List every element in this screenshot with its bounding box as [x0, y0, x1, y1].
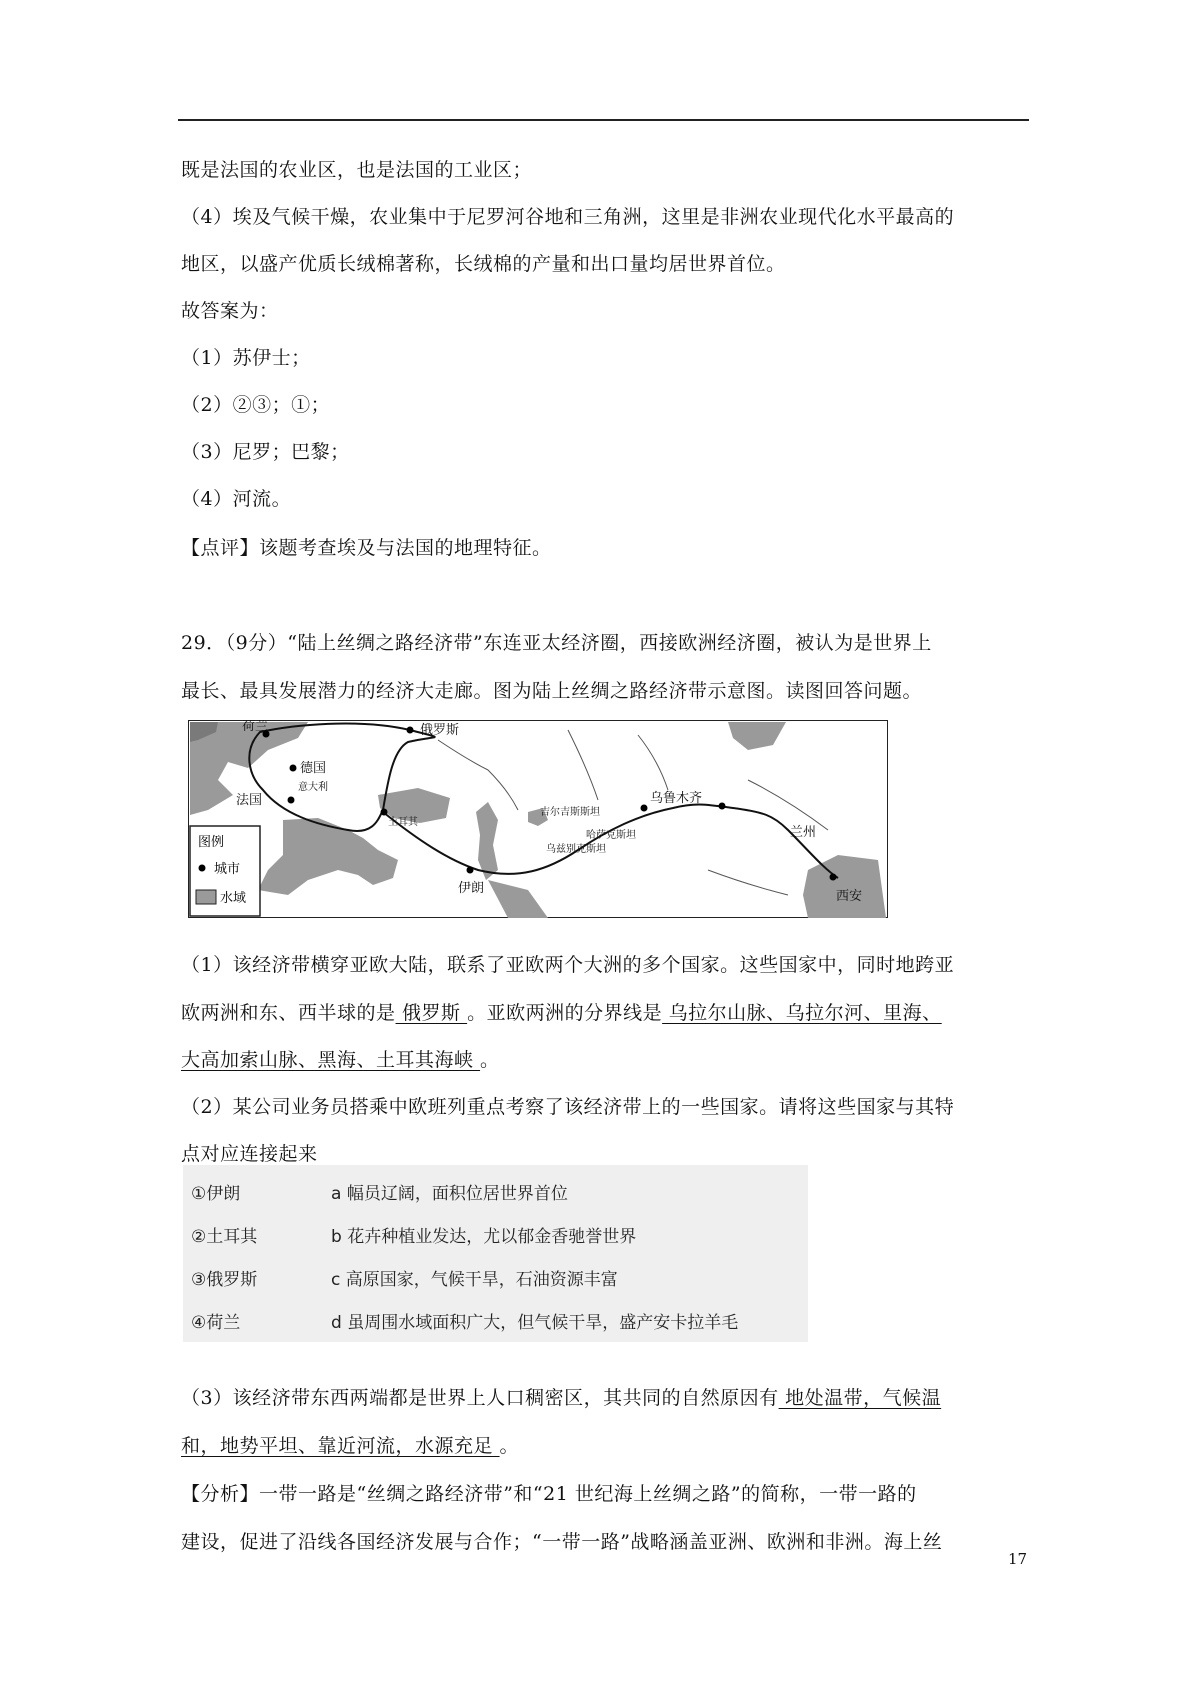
label-italy: 意大利	[298, 782, 328, 793]
text-line: 地区，以盛产优质长绒棉著称，长绒棉的产量和出口量均居世界首位。	[181, 253, 786, 275]
label-turkey: 土耳其	[388, 817, 418, 828]
text-line: 既是法国的农业区，也是法国的工业区；	[181, 159, 533, 181]
city-dot	[288, 797, 295, 804]
table-row: ①伊朗 a 幅员辽阔，面积位居世界首位	[191, 1184, 568, 1204]
header-rule	[178, 119, 1029, 121]
subquestion-1-line2: 欧两洲和东、西半球的是 俄罗斯 。亚欧两洲的分界线是 乌拉尔山脉、乌拉尔河、里海、	[181, 1002, 942, 1024]
label-urumqi: 乌鲁木齐	[650, 791, 703, 806]
legend-water-swatch	[196, 890, 216, 904]
question-line: 最长、最具发展潜力的经济大走廊。图为陆上丝绸之路经济带示意图。读图回答问题。	[181, 680, 923, 702]
table-row: ②土耳其 b 花卉种植业发达，尤以郁金香驰誉世界	[191, 1227, 637, 1247]
text-line: （2）②③；①；	[181, 394, 331, 416]
label-iran: 伊朗	[458, 881, 485, 896]
table-row: ④荷兰 d 虽周围水域面积广大，但气候干旱，盛产安卡拉羊毛	[191, 1313, 739, 1333]
label-france: 法国	[236, 793, 263, 808]
text-line: （3）尼罗；巴黎；	[181, 441, 350, 463]
city-dot	[467, 867, 474, 874]
legend-city-label: 城市	[214, 862, 241, 877]
label-germany: 德国	[300, 761, 327, 776]
city-dot	[830, 874, 837, 881]
answer-3b: 和，地势平坦、靠近河流，水源充足	[181, 1435, 500, 1457]
city-dot	[641, 805, 648, 812]
page-number: 17	[1008, 1550, 1028, 1568]
comment-line: 【点评】该题考查埃及与法国的地理特征。	[181, 537, 552, 559]
text-line: （4）河流。	[181, 488, 292, 510]
text-line: （4）埃及气候干燥，农业集中于尼罗河谷地和三角洲，这里是非洲农业现代化水平最高的	[181, 206, 955, 228]
city-dot	[290, 765, 297, 772]
legend-water-label: 水域	[220, 891, 247, 906]
city-dot	[719, 803, 726, 810]
label-kazakh: 哈萨克斯坦	[586, 830, 636, 841]
subquestion-3-line2: 和，地势平坦、靠近河流，水源充足 。	[181, 1435, 520, 1457]
analysis-line: 建设，促进了沿线各国经济发展与合作；“一带一路”战略涵盖亚洲、欧洲和非洲。海上丝	[181, 1531, 943, 1553]
text-line: 故答案为：	[181, 300, 279, 322]
legend-city-dot	[199, 865, 206, 872]
label-kyrgyz: 吉尔吉斯斯坦	[540, 807, 600, 818]
analysis-line: 【分析】一带一路是“丝绸之路经济带”和“21 世纪海上丝绸之路”的简称，一带一路的	[181, 1483, 917, 1505]
text-line: （1）苏伊士；	[181, 347, 311, 369]
city-dot	[381, 809, 388, 816]
table-row: ③俄罗斯 c 高原国家，气候干旱，石油资源丰富	[191, 1270, 618, 1290]
label-holland: 荷兰	[242, 720, 269, 734]
subquestion-1: （1）该经济带横穿亚欧大陆，联系了亚欧两个大洲的多个国家。这些国家中，同时地跨亚	[181, 954, 955, 976]
answer-3a: 地处温带，气候温	[778, 1387, 942, 1409]
answer-1c: 大高加索山脉、黑海、土耳其海峡	[181, 1049, 481, 1071]
subquestion-3: （3）该经济带东西两端都是世界上人口稠密区，其共同的自然原因有 地处温带，气候温	[181, 1387, 942, 1409]
answer-1b: 乌拉尔山脉、乌拉尔河、里海、	[662, 1002, 942, 1024]
subquestion-1-line3: 大高加索山脉、黑海、土耳其海峡 。	[181, 1049, 500, 1071]
label-uzbek: 乌兹别克斯坦	[546, 844, 606, 855]
label-russia: 俄罗斯	[420, 723, 460, 738]
question-line: 29．（9分）“陆上丝绸之路经济带”东连亚太经济圈，西接欧洲经济圈，被认为是世界上	[181, 632, 932, 654]
city-dot	[407, 727, 414, 734]
answer-1a: 俄罗斯	[395, 1002, 468, 1024]
map-legend	[190, 826, 260, 916]
subquestion-2-line2: 点对应连接起来	[181, 1143, 318, 1165]
label-xian: 西安	[836, 889, 863, 904]
label-lanzhou: 兰州	[790, 825, 817, 840]
subquestion-2: （2）某公司业务员搭乘中欧班列重点考察了该经济带上的一些国家。请将这些国家与其特	[181, 1096, 955, 1118]
silk-road-map	[188, 720, 888, 918]
legend-title: 图例	[198, 835, 225, 850]
matching-table	[183, 1165, 808, 1342]
